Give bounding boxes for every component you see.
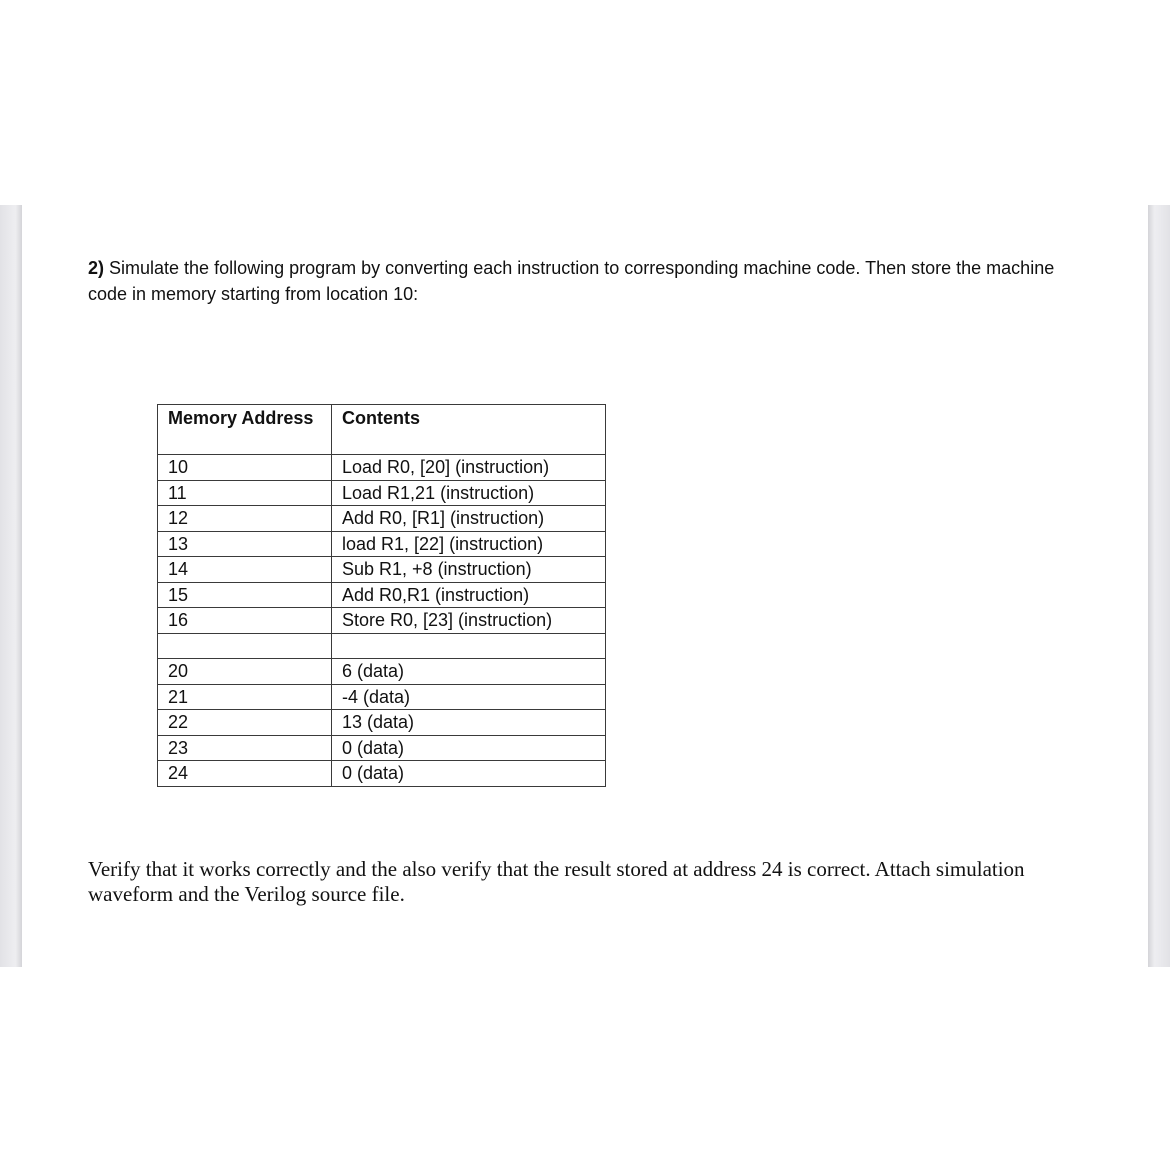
contents-cell: load R1, [22] (instruction) (332, 531, 606, 557)
contents-cell: Add R0,R1 (instruction) (332, 582, 606, 608)
memory-table-body (158, 455, 606, 787)
left-page-edge (0, 205, 22, 967)
contents-cell: -4 (data) (332, 684, 606, 710)
question-text: Simulate the following program by converting each instruction to corresponding machine code. Then store the machine code in memory starting from location 10: (88, 258, 1055, 304)
contents-cell: 0 (data) (332, 735, 606, 761)
table-row (158, 480, 606, 506)
table-header-row (158, 405, 606, 455)
address-cell: 13 (158, 531, 332, 557)
address-cell: 21 (158, 684, 332, 710)
contents-cell: Load R1,21 (instruction) (332, 480, 606, 506)
address-cell: 10 (158, 455, 332, 481)
table-row (158, 557, 606, 583)
table-row (158, 531, 606, 557)
verify-paragraph: Verify that it works correctly and the also verify that the result stored at address 24 is correct. Attach simulation waveform and the Verilog source file. (88, 857, 1025, 906)
address-cell: 15 (158, 582, 332, 608)
address-cell: 23 (158, 735, 332, 761)
table-row-empty (158, 633, 606, 659)
address-cell (158, 633, 332, 659)
header-contents: Contents (332, 405, 606, 455)
address-cell: 22 (158, 710, 332, 736)
table-row (158, 455, 606, 481)
right-page-edge (1148, 205, 1170, 967)
contents-cell: Add R0, [R1] (instruction) (332, 506, 606, 532)
contents-cell: Sub R1, +8 (instruction) (332, 557, 606, 583)
contents-cell (332, 633, 606, 659)
table-row (158, 710, 606, 736)
address-cell: 14 (158, 557, 332, 583)
table-row (158, 735, 606, 761)
contents-cell: Store R0, [23] (instruction) (332, 608, 606, 634)
address-cell: 12 (158, 506, 332, 532)
memory-table (157, 404, 606, 787)
address-cell: 11 (158, 480, 332, 506)
question-number: 2) (88, 258, 105, 278)
table-row (158, 684, 606, 710)
question-paragraph (88, 255, 1088, 307)
table-row (158, 659, 606, 685)
contents-cell: 13 (data) (332, 710, 606, 736)
contents-cell: 6 (data) (332, 659, 606, 685)
address-cell: 20 (158, 659, 332, 685)
table-row (158, 506, 606, 532)
address-cell: 24 (158, 761, 332, 787)
table-row (158, 608, 606, 634)
contents-cell: Load R0, [20] (instruction) (332, 455, 606, 481)
contents-cell: 0 (data) (332, 761, 606, 787)
table-row (158, 582, 606, 608)
table-row (158, 761, 606, 787)
address-cell: 16 (158, 608, 332, 634)
header-memory-address: Memory Address (158, 405, 332, 455)
